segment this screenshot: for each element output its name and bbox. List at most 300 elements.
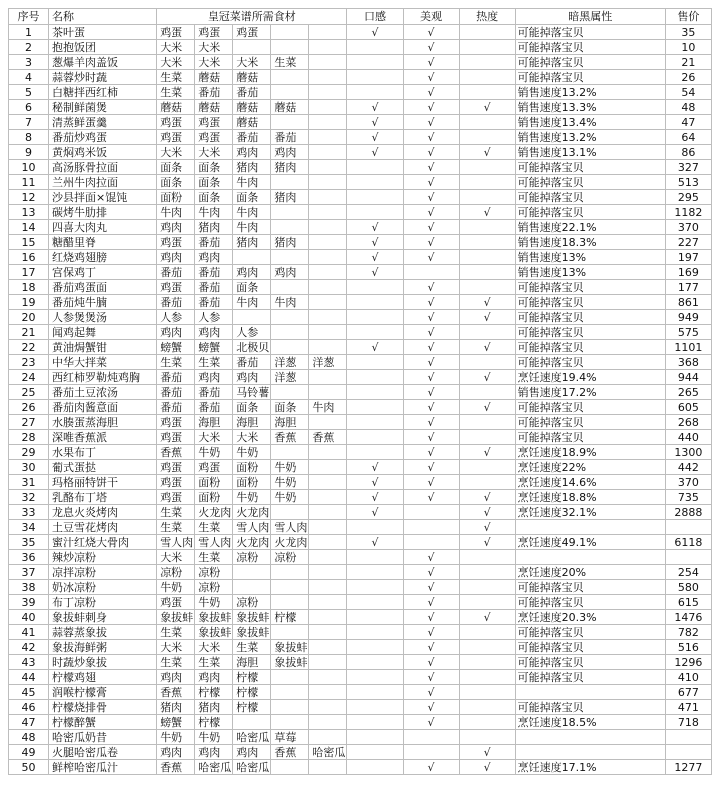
taste-check <box>347 400 403 415</box>
ingredient-cell: 番茄 <box>157 370 195 385</box>
ingredient-cell: 猪肉 <box>157 700 195 715</box>
look-check <box>403 745 459 760</box>
ingredient-cell: 牛奶 <box>195 730 233 745</box>
price-cell: 516 <box>665 640 711 655</box>
header-taste: 口感 <box>347 9 403 25</box>
ingredient-cell <box>271 85 309 100</box>
taste-check <box>347 655 403 670</box>
ingredient-cell: 海胆 <box>195 415 233 430</box>
recipe-name: 布丁凉粉 <box>49 595 157 610</box>
look-check: √ <box>403 760 459 775</box>
ingredient-cell: 大米 <box>195 55 233 70</box>
hidden-attribute: 可能掉落宝贝 <box>515 340 665 355</box>
row-index: 15 <box>9 235 49 250</box>
recipe-name: 番茄土豆浓汤 <box>49 385 157 400</box>
look-check: √ <box>403 100 459 115</box>
ingredient-cell <box>309 325 347 340</box>
taste-check <box>347 385 403 400</box>
price-cell: 64 <box>665 130 711 145</box>
ingredient-cell <box>271 115 309 130</box>
ingredient-cell <box>271 310 309 325</box>
ingredient-cell <box>271 595 309 610</box>
ingredient-cell <box>309 490 347 505</box>
row-index: 11 <box>9 175 49 190</box>
ingredient-cell <box>271 715 309 730</box>
ingredient-cell: 鸡肉 <box>157 325 195 340</box>
heat-check: √ <box>459 205 515 220</box>
heat-check: √ <box>459 400 515 415</box>
price-cell: 86 <box>665 145 711 160</box>
look-check: √ <box>403 415 459 430</box>
ingredient-cell: 鸡肉 <box>195 370 233 385</box>
row-index: 26 <box>9 400 49 415</box>
ingredient-cell: 番茄 <box>157 385 195 400</box>
ingredient-cell <box>271 40 309 55</box>
table-row <box>9 145 712 160</box>
row-index: 3 <box>9 55 49 70</box>
ingredient-cell: 生菜 <box>271 55 309 70</box>
ingredient-cell: 鸡蛋 <box>157 475 195 490</box>
taste-check: √ <box>347 235 403 250</box>
ingredient-cell: 鸡肉 <box>195 250 233 265</box>
price-cell <box>665 520 711 535</box>
ingredient-cell: 雪人肉 <box>233 520 271 535</box>
row-index: 7 <box>9 115 49 130</box>
heat-check: √ <box>459 340 515 355</box>
table-row <box>9 160 712 175</box>
ingredient-cell: 牛奶 <box>271 490 309 505</box>
ingredient-cell: 猪肉 <box>233 235 271 250</box>
price-cell: 370 <box>665 475 711 490</box>
row-index: 31 <box>9 475 49 490</box>
row-index: 19 <box>9 295 49 310</box>
table-row <box>9 430 712 445</box>
heat-check <box>459 685 515 700</box>
table-row <box>9 565 712 580</box>
look-check: √ <box>403 40 459 55</box>
ingredient-cell <box>309 370 347 385</box>
taste-check <box>347 295 403 310</box>
ingredient-cell <box>309 415 347 430</box>
recipe-name: 鲜榨哈密瓜汁 <box>49 760 157 775</box>
table-row <box>9 265 712 280</box>
recipe-name: 番茄鸡蛋面 <box>49 280 157 295</box>
row-index: 8 <box>9 130 49 145</box>
ingredient-cell <box>271 625 309 640</box>
table-row <box>9 700 712 715</box>
taste-check: √ <box>347 340 403 355</box>
ingredient-cell: 牛肉 <box>233 205 271 220</box>
ingredient-cell: 猪肉 <box>233 160 271 175</box>
row-index: 29 <box>9 445 49 460</box>
hidden-attribute: 可能掉落宝贝 <box>515 280 665 295</box>
ingredient-cell <box>271 280 309 295</box>
row-index: 10 <box>9 160 49 175</box>
hidden-attribute: 销售速度13.3% <box>515 100 665 115</box>
ingredient-cell: 海胆 <box>233 415 271 430</box>
price-cell: 1182 <box>665 205 711 220</box>
ingredient-cell: 牛肉 <box>157 205 195 220</box>
ingredient-cell: 番茄 <box>157 295 195 310</box>
ingredient-cell: 大米 <box>195 40 233 55</box>
price-cell: 254 <box>665 565 711 580</box>
ingredient-cell <box>309 340 347 355</box>
ingredient-cell: 大米 <box>157 55 195 70</box>
taste-check <box>347 745 403 760</box>
row-index: 49 <box>9 745 49 760</box>
ingredient-cell <box>271 385 309 400</box>
ingredient-cell: 面条 <box>195 160 233 175</box>
hidden-attribute: 烹饪速度18.5% <box>515 715 665 730</box>
ingredient-cell: 鸡肉 <box>195 670 233 685</box>
hidden-attribute: 烹饪速度22% <box>515 460 665 475</box>
hidden-attribute: 可能掉落宝贝 <box>515 355 665 370</box>
ingredient-cell <box>309 655 347 670</box>
heat-check <box>459 25 515 40</box>
recipe-name: 土豆雪花烤肉 <box>49 520 157 535</box>
ingredient-cell: 面粉 <box>195 490 233 505</box>
heat-check <box>459 190 515 205</box>
look-check: √ <box>403 205 459 220</box>
ingredient-cell: 蘑菇 <box>233 115 271 130</box>
ingredient-cell: 螃蟹 <box>157 715 195 730</box>
price-cell <box>665 745 711 760</box>
look-check: √ <box>403 565 459 580</box>
ingredient-cell: 凉粉 <box>157 565 195 580</box>
recipe-name: 哈密瓜奶昔 <box>49 730 157 745</box>
ingredient-cell: 面粉 <box>233 475 271 490</box>
price-cell: 6118 <box>665 535 711 550</box>
ingredient-cell: 面粉 <box>233 460 271 475</box>
ingredient-cell <box>271 340 309 355</box>
ingredient-cell: 牛肉 <box>233 295 271 310</box>
ingredient-cell: 牛肉 <box>271 295 309 310</box>
ingredient-cell: 牛奶 <box>271 460 309 475</box>
taste-check <box>347 430 403 445</box>
ingredient-cell <box>271 250 309 265</box>
ingredient-cell <box>309 190 347 205</box>
ingredient-cell: 火龙肉 <box>233 535 271 550</box>
price-cell: 580 <box>665 580 711 595</box>
price-cell: 949 <box>665 310 711 325</box>
taste-check <box>347 175 403 190</box>
taste-check <box>347 445 403 460</box>
price-cell: 177 <box>665 280 711 295</box>
row-index: 50 <box>9 760 49 775</box>
ingredient-cell: 鸡蛋 <box>195 460 233 475</box>
ingredient-cell: 哈密瓜 <box>233 760 271 775</box>
look-check: √ <box>403 385 459 400</box>
ingredient-cell <box>309 520 347 535</box>
recipe-name: 番茄炒鸡蛋 <box>49 130 157 145</box>
look-check: √ <box>403 685 459 700</box>
recipe-name: 葱爆羊肉盖饭 <box>49 55 157 70</box>
look-check: √ <box>403 490 459 505</box>
hidden-attribute: 烹饪速度18.8% <box>515 490 665 505</box>
look-check: √ <box>403 325 459 340</box>
ingredient-cell: 柠檬 <box>271 610 309 625</box>
ingredient-cell: 番茄 <box>195 295 233 310</box>
ingredient-cell: 鸡肉 <box>233 265 271 280</box>
look-check: √ <box>403 475 459 490</box>
ingredient-cell: 人参 <box>157 310 195 325</box>
row-index: 25 <box>9 385 49 400</box>
row-index: 23 <box>9 355 49 370</box>
hidden-attribute: 烹饪速度20.3% <box>515 610 665 625</box>
ingredient-cell: 螃蟹 <box>157 340 195 355</box>
heat-check: √ <box>459 370 515 385</box>
row-index: 39 <box>9 595 49 610</box>
recipe-name: 黄油焗蟹钳 <box>49 340 157 355</box>
ingredient-cell <box>233 565 271 580</box>
ingredient-cell: 鸡蛋 <box>195 130 233 145</box>
table-row <box>9 130 712 145</box>
heat-check <box>459 415 515 430</box>
look-check: √ <box>403 310 459 325</box>
ingredient-cell: 生菜 <box>233 640 271 655</box>
ingredient-cell: 番茄 <box>195 265 233 280</box>
header-name: 名称 <box>49 9 157 25</box>
ingredient-cell: 象拔蚌 <box>271 655 309 670</box>
recipe-name: 兰州牛肉拉面 <box>49 175 157 190</box>
heat-check: √ <box>459 505 515 520</box>
look-check <box>403 535 459 550</box>
taste-check: √ <box>347 25 403 40</box>
ingredient-cell: 面条 <box>233 190 271 205</box>
price-cell: 169 <box>665 265 711 280</box>
ingredient-cell <box>271 70 309 85</box>
ingredient-cell <box>233 580 271 595</box>
ingredient-cell: 牛奶 <box>233 490 271 505</box>
taste-check <box>347 520 403 535</box>
ingredient-cell: 鸡蛋 <box>195 25 233 40</box>
look-check <box>403 730 459 745</box>
table-row <box>9 580 712 595</box>
price-cell: 10 <box>665 40 711 55</box>
heat-check: √ <box>459 145 515 160</box>
ingredient-cell <box>309 310 347 325</box>
ingredient-cell: 雪人肉 <box>195 535 233 550</box>
taste-check <box>347 670 403 685</box>
ingredient-cell: 洋葱 <box>271 370 309 385</box>
table-row <box>9 655 712 670</box>
taste-check <box>347 565 403 580</box>
table-row <box>9 55 712 70</box>
recipe-name: 番茄肉酱意面 <box>49 400 157 415</box>
table-row <box>9 115 712 130</box>
taste-check: √ <box>347 475 403 490</box>
row-index: 34 <box>9 520 49 535</box>
ingredient-cell <box>309 145 347 160</box>
heat-check <box>459 40 515 55</box>
hidden-attribute: 销售速度17.2% <box>515 385 665 400</box>
look-check <box>403 265 459 280</box>
price-cell: 442 <box>665 460 711 475</box>
heat-check <box>459 355 515 370</box>
hidden-attribute: 销售速度13.2% <box>515 85 665 100</box>
look-check <box>403 505 459 520</box>
ingredient-cell <box>309 40 347 55</box>
heat-check: √ <box>459 610 515 625</box>
recipe-table <box>8 8 712 775</box>
ingredient-cell: 鸡肉 <box>157 250 195 265</box>
recipe-name: 秘制鲜菌煲 <box>49 100 157 115</box>
recipe-name: 乳酪布丁塔 <box>49 490 157 505</box>
ingredient-cell: 香蕉 <box>271 430 309 445</box>
ingredient-cell: 鸡蛋 <box>157 25 195 40</box>
heat-check <box>459 730 515 745</box>
ingredient-cell <box>309 700 347 715</box>
row-index: 30 <box>9 460 49 475</box>
ingredient-cell: 香蕉 <box>309 430 347 445</box>
price-cell: 513 <box>665 175 711 190</box>
ingredient-cell: 生菜 <box>157 625 195 640</box>
price-cell: 718 <box>665 715 711 730</box>
hidden-attribute: 可能掉落宝贝 <box>515 700 665 715</box>
ingredient-cell: 象拔蚌 <box>233 610 271 625</box>
row-index: 40 <box>9 610 49 625</box>
table-row <box>9 610 712 625</box>
table-row <box>9 100 712 115</box>
ingredient-cell: 蘑菇 <box>233 70 271 85</box>
ingredient-cell <box>271 220 309 235</box>
ingredient-cell <box>309 445 347 460</box>
look-check: √ <box>403 670 459 685</box>
ingredient-cell <box>309 130 347 145</box>
row-index: 14 <box>9 220 49 235</box>
hidden-attribute: 销售速度18.3% <box>515 235 665 250</box>
ingredient-cell <box>309 235 347 250</box>
table-row <box>9 235 712 250</box>
heat-check <box>459 715 515 730</box>
taste-check: √ <box>347 220 403 235</box>
table-row <box>9 295 712 310</box>
look-check: √ <box>403 460 459 475</box>
recipe-name: 宫保鸡丁 <box>49 265 157 280</box>
ingredient-cell <box>309 760 347 775</box>
look-check: √ <box>403 430 459 445</box>
ingredient-cell: 猪肉 <box>271 160 309 175</box>
hidden-attribute <box>515 685 665 700</box>
price-cell: 265 <box>665 385 711 400</box>
header-index: 序号 <box>9 9 49 25</box>
ingredient-cell: 鸡肉 <box>233 370 271 385</box>
table-row <box>9 760 712 775</box>
hidden-attribute: 烹饪速度49.1% <box>515 535 665 550</box>
look-check: √ <box>403 160 459 175</box>
recipe-name: 水腠蛋蒸海胆 <box>49 415 157 430</box>
hidden-attribute <box>515 730 665 745</box>
ingredient-cell <box>309 265 347 280</box>
price-cell: 471 <box>665 700 711 715</box>
ingredient-cell: 生菜 <box>157 655 195 670</box>
recipe-spreadsheet <box>8 8 712 775</box>
ingredient-cell: 番茄 <box>195 385 233 400</box>
table-row <box>9 370 712 385</box>
recipe-name: 深唯香蕉派 <box>49 430 157 445</box>
ingredient-cell: 柠檬 <box>195 685 233 700</box>
look-check: √ <box>403 295 459 310</box>
row-index: 9 <box>9 145 49 160</box>
hidden-attribute: 烹饪速度19.4% <box>515 370 665 385</box>
heat-check <box>459 85 515 100</box>
ingredient-cell: 生菜 <box>157 520 195 535</box>
heat-check: √ <box>459 535 515 550</box>
ingredient-cell: 牛肉 <box>195 205 233 220</box>
taste-check <box>347 40 403 55</box>
table-row <box>9 535 712 550</box>
price-cell: 47 <box>665 115 711 130</box>
table-row <box>9 175 712 190</box>
ingredient-cell <box>309 250 347 265</box>
price-cell: 861 <box>665 295 711 310</box>
price-cell: 1277 <box>665 760 711 775</box>
ingredient-cell: 大米 <box>233 430 271 445</box>
table-row <box>9 220 712 235</box>
ingredient-cell: 蘑菇 <box>233 100 271 115</box>
row-index: 20 <box>9 310 49 325</box>
ingredient-cell: 生菜 <box>157 70 195 85</box>
look-check: √ <box>403 190 459 205</box>
look-check: √ <box>403 235 459 250</box>
look-check: √ <box>403 655 459 670</box>
ingredient-cell: 鸡蛋 <box>157 415 195 430</box>
hidden-attribute: 可能掉落宝贝 <box>515 25 665 40</box>
ingredient-cell <box>309 85 347 100</box>
ingredient-cell: 火龙肉 <box>195 505 233 520</box>
heat-check: √ <box>459 310 515 325</box>
taste-check <box>347 715 403 730</box>
price-cell: 944 <box>665 370 711 385</box>
row-index: 43 <box>9 655 49 670</box>
ingredient-cell: 象拔蚌 <box>271 640 309 655</box>
heat-check: √ <box>459 445 515 460</box>
ingredient-cell <box>271 700 309 715</box>
taste-check <box>347 55 403 70</box>
hidden-attribute: 可能掉落宝贝 <box>515 325 665 340</box>
recipe-name: 蜜汁红烧大骨肉 <box>49 535 157 550</box>
taste-check: √ <box>347 460 403 475</box>
ingredient-cell: 鸡蛋 <box>195 115 233 130</box>
ingredient-cell: 凉粉 <box>195 565 233 580</box>
recipe-name: 火腿哈密瓜卷 <box>49 745 157 760</box>
price-cell: 21 <box>665 55 711 70</box>
ingredient-cell: 香蕉 <box>271 745 309 760</box>
ingredient-cell: 雪人肉 <box>157 535 195 550</box>
ingredient-cell: 鸡肉 <box>195 325 233 340</box>
taste-check <box>347 70 403 85</box>
taste-check <box>347 760 403 775</box>
ingredient-cell <box>233 40 271 55</box>
ingredient-cell: 海胆 <box>233 655 271 670</box>
price-cell: 2888 <box>665 505 711 520</box>
hidden-attribute: 烹饪速度17.1% <box>515 760 665 775</box>
header-row <box>9 9 712 25</box>
heat-check <box>459 160 515 175</box>
look-check: √ <box>403 580 459 595</box>
row-index: 37 <box>9 565 49 580</box>
look-check: √ <box>403 55 459 70</box>
price-cell: 575 <box>665 325 711 340</box>
price-cell: 1476 <box>665 610 711 625</box>
price-cell: 227 <box>665 235 711 250</box>
ingredient-cell <box>309 205 347 220</box>
ingredient-cell <box>309 625 347 640</box>
ingredient-cell: 番茄 <box>233 355 271 370</box>
taste-check: √ <box>347 535 403 550</box>
ingredient-cell: 雪人肉 <box>271 520 309 535</box>
ingredient-cell: 凉粉 <box>233 595 271 610</box>
